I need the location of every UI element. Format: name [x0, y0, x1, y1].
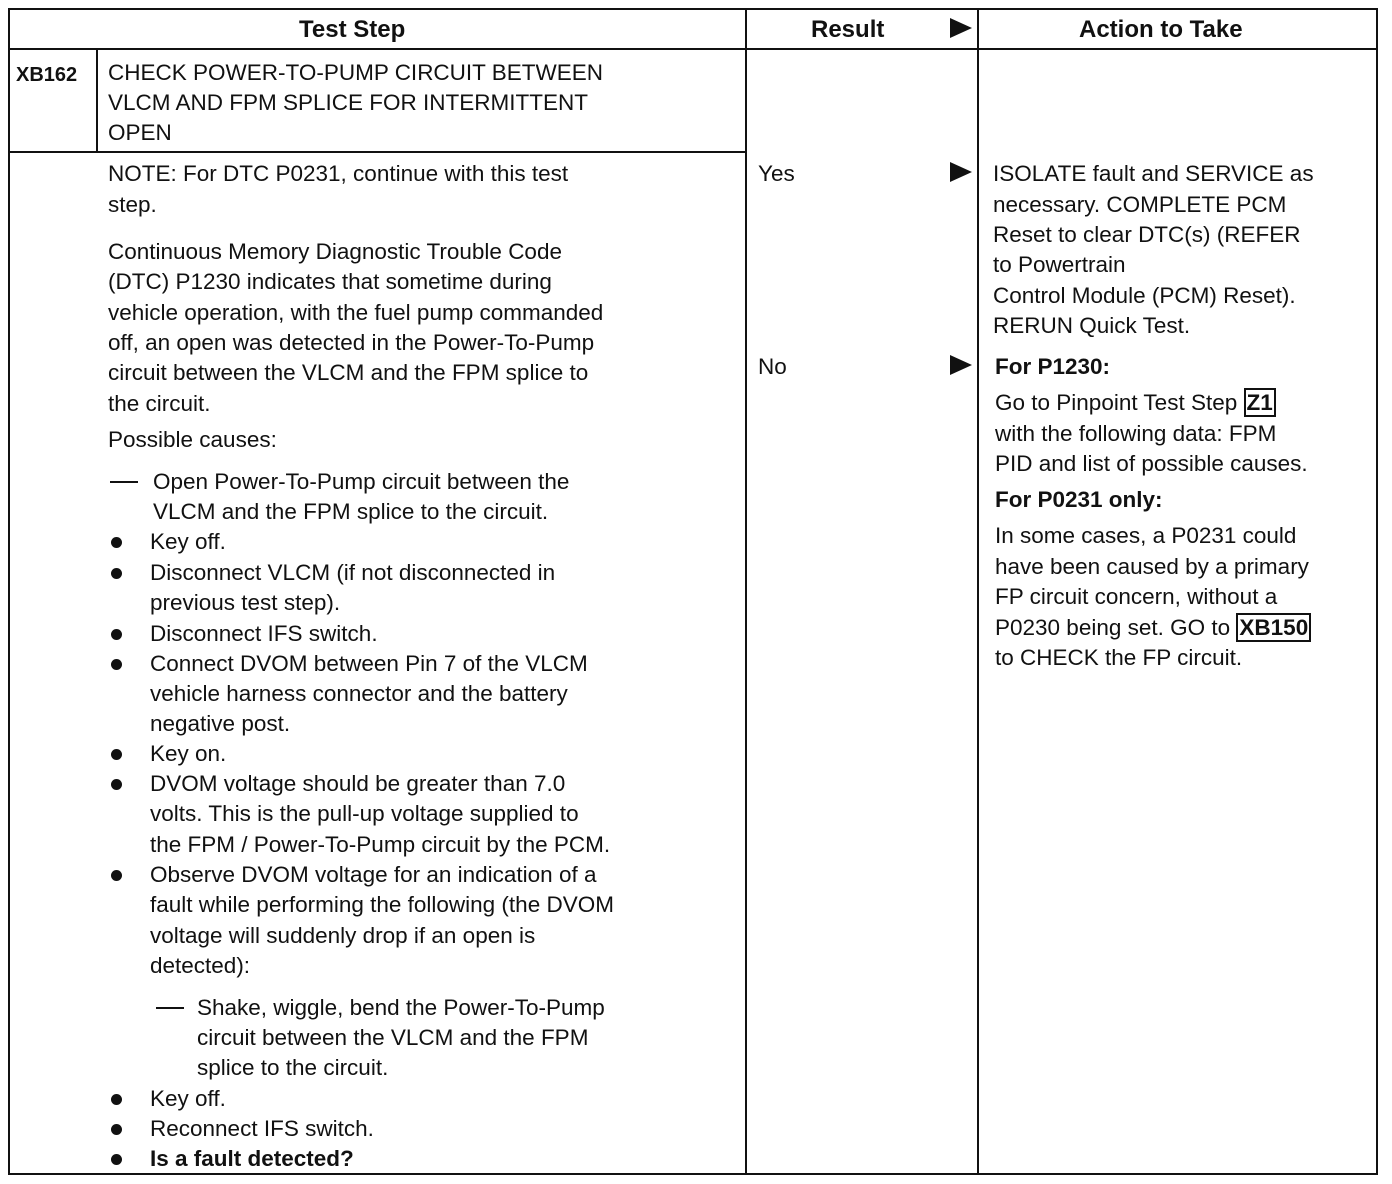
step-title-line: OPEN — [108, 120, 172, 145]
step-id-divider — [96, 50, 98, 152]
subaction-line: Shake, wiggle, bend the Power-To-Pump — [197, 995, 605, 1020]
subaction-line: circuit between the VLCM and the FPM — [197, 1025, 589, 1050]
divider-teststep-result — [745, 10, 747, 1173]
bullet-line: voltage will suddenly drop if an open is — [150, 923, 536, 948]
bullet-line: detected): — [150, 953, 251, 978]
bullet-marker — [111, 568, 122, 579]
result-no: No — [758, 354, 787, 379]
action-yes-line: RERUN Quick Test. — [993, 313, 1191, 338]
result-yes-arrow-icon — [950, 162, 972, 182]
bullet-line: the FPM / Power-To-Pump circuit by the PCM. — [150, 832, 611, 857]
divider-result-action — [977, 10, 979, 1173]
p1230-heading: For P1230: — [995, 354, 1111, 379]
bullet-line: negative post. — [150, 711, 291, 736]
p0231-line: FP circuit concern, without a — [995, 584, 1278, 609]
p0231-line: have been caused by a primary — [995, 554, 1309, 579]
bullet-marker — [111, 1154, 122, 1165]
description-line: Continuous Memory Diagnostic Trouble Code — [108, 239, 562, 264]
p1230-line: with the following data: FPM — [995, 421, 1277, 446]
step-title-line: CHECK POWER-TO-PUMP CIRCUIT BETWEEN — [108, 60, 604, 85]
p1230-line: PID and list of possible causes. — [995, 451, 1308, 476]
description-line: off, an open was detected in the Power-To-Pump — [108, 330, 595, 355]
bullet-line: volts. This is the pull-up voltage supplied to — [150, 801, 579, 826]
description-line: vehicle operation, with the fuel pump commanded — [108, 300, 604, 325]
p0231-goto-line — [995, 613, 1311, 643]
cause-line: VLCM and the FPM splice to the circuit. — [153, 499, 549, 524]
dash-marker — [156, 1007, 184, 1009]
action-yes-line: Reset to clear DTC(s) (REFER — [993, 222, 1301, 247]
description-line: circuit between the VLCM and the FPM splice to — [108, 360, 589, 385]
header-action: Action to Take — [1079, 16, 1243, 43]
title-rule — [10, 151, 745, 153]
result-yes: Yes — [758, 161, 795, 186]
header-arrow-icon — [950, 18, 972, 38]
diagnostic-table — [8, 8, 1378, 1175]
dash-marker — [110, 481, 138, 483]
p0231-heading: For P0231 only: — [995, 487, 1163, 512]
bullet-marker — [111, 537, 122, 548]
description-line: (DTC) P1230 indicates that sometime during — [108, 269, 552, 294]
step-id: XB162 — [16, 64, 78, 86]
note-line: NOTE: For DTC P0231, continue with this test — [108, 161, 569, 186]
bullet-line: Disconnect IFS switch. — [150, 621, 378, 646]
header-result: Result — [811, 16, 885, 43]
possible-causes-label: Possible causes: — [108, 427, 277, 452]
bullet-line: fault while performing the following (the DVOM — [150, 892, 614, 917]
subaction-line: splice to the circuit. — [197, 1055, 389, 1080]
p0231-goto-text: P0230 being set. GO to — [995, 615, 1237, 640]
bullet-marker — [111, 659, 122, 670]
p1230-goto-line — [995, 388, 1276, 418]
bullet-line: Observe DVOM voltage for an indication of a — [150, 862, 597, 887]
p0231-line: In some cases, a P0231 could — [995, 523, 1297, 548]
bullet-marker — [111, 749, 122, 760]
action-yes-line: necessary. COMPLETE PCM — [993, 192, 1287, 217]
bullet-line: Connect DVOM between Pin 7 of the VLCM — [150, 651, 588, 676]
pinpoint-ref-z1[interactable]: Z1 — [1244, 388, 1276, 417]
p1230-goto-text: Go to Pinpoint Test Step — [995, 390, 1244, 415]
bullet-line: DVOM voltage should be greater than 7.0 — [150, 771, 566, 796]
bullet-marker — [111, 870, 122, 881]
bullet-marker — [111, 1094, 122, 1105]
action-yes-line: to Powertrain — [993, 252, 1126, 277]
p0231-line: to CHECK the FP circuit. — [995, 645, 1243, 670]
note-line: step. — [108, 192, 157, 217]
action-yes-line: Control Module (PCM) Reset). — [993, 283, 1296, 308]
bullet-line: Key off. — [150, 529, 226, 554]
cause-line: Open Power-To-Pump circuit between the — [153, 469, 570, 494]
bullet-marker — [111, 629, 122, 640]
step-title-line: VLCM AND FPM SPLICE FOR INTERMITTENT — [108, 90, 589, 115]
bullet-line: vehicle harness connector and the battery — [150, 681, 568, 706]
action-yes-line: ISOLATE fault and SERVICE as — [993, 161, 1314, 186]
header-test-step: Test Step — [299, 16, 406, 43]
pinpoint-ref-xb150[interactable]: XB150 — [1236, 613, 1311, 642]
question: Is a fault detected? — [150, 1146, 354, 1171]
bullet-line: Reconnect IFS switch. — [150, 1116, 374, 1141]
bullet-marker — [111, 1124, 122, 1135]
bullet-line: Key on. — [150, 741, 227, 766]
result-no-arrow-icon — [950, 355, 972, 375]
bullet-line: Key off. — [150, 1086, 226, 1111]
bullet-line: Disconnect VLCM (if not disconnected in — [150, 560, 556, 585]
header-rule — [10, 48, 1376, 50]
description-line: the circuit. — [108, 391, 211, 416]
bullet-line: previous test step). — [150, 590, 341, 615]
bullet-marker — [111, 779, 122, 790]
